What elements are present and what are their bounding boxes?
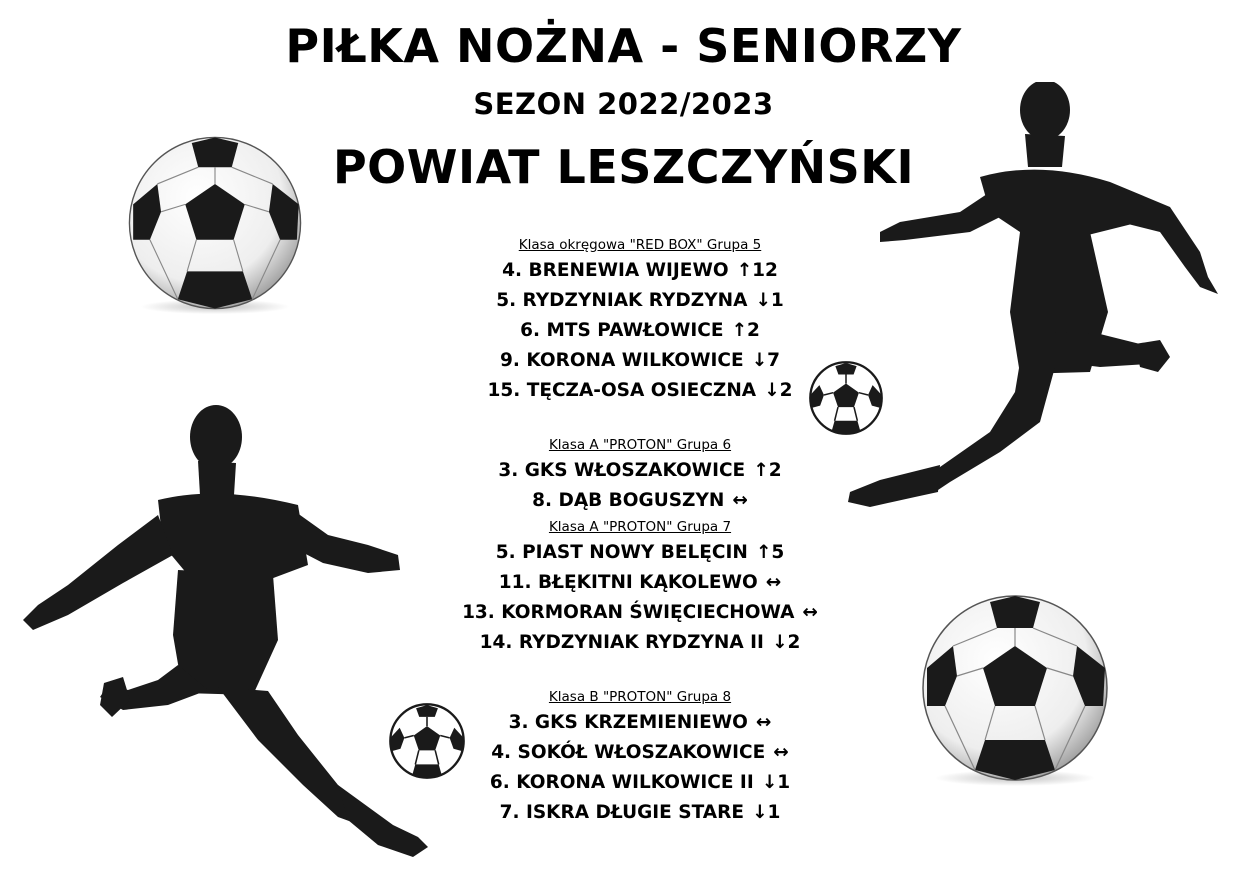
team-name: 3. GKS WŁOSZAKOWICE bbox=[498, 460, 746, 481]
team-row bbox=[320, 346, 960, 376]
team-row bbox=[320, 286, 960, 316]
position-change: 5 bbox=[771, 542, 785, 563]
team-row bbox=[320, 376, 960, 406]
league-label: Klasa B "PROTON" Grupa 8 bbox=[548, 689, 732, 705]
team-row bbox=[320, 486, 960, 516]
team-row bbox=[320, 568, 960, 598]
team-row bbox=[320, 628, 960, 658]
spacer bbox=[320, 658, 960, 682]
arrow-up-icon: ↑ bbox=[753, 460, 769, 481]
standings-list bbox=[320, 230, 960, 828]
position-change: 1 bbox=[770, 290, 784, 311]
arrow-down-icon: ↓ bbox=[764, 380, 780, 401]
arrow-up-icon: ↑ bbox=[731, 320, 747, 341]
team-name: 14. RYDZYNIAK RYDZYNA II bbox=[479, 632, 764, 653]
arrow-left-right-icon: ↔ bbox=[755, 712, 772, 733]
position-change: 2 bbox=[768, 460, 782, 481]
team-name: 6. KORONA WILKOWICE II bbox=[489, 772, 754, 793]
team-name: 4. SOKÓŁ WŁOSZAKOWICE bbox=[491, 742, 766, 763]
team-name: 3. GKS KRZEMIENIEWO bbox=[508, 712, 748, 733]
team-row bbox=[320, 768, 960, 798]
arrow-up-icon: ↑ bbox=[736, 260, 753, 281]
league-label: Klasa A "PROTON" Grupa 7 bbox=[548, 519, 732, 535]
team-name: 7. ISKRA DŁUGIE STARE bbox=[499, 802, 744, 823]
position-change: 1 bbox=[767, 802, 781, 823]
position-change: 2 bbox=[746, 320, 760, 341]
team-name: 5. PIAST NOWY BELĘCIN bbox=[495, 542, 748, 563]
arrow-left-right-icon: ↔ bbox=[765, 572, 782, 593]
position-change: 2 bbox=[779, 380, 793, 401]
team-row bbox=[320, 538, 960, 568]
team-row bbox=[320, 456, 960, 486]
team-row bbox=[320, 316, 960, 346]
arrow-down-icon: ↓ bbox=[761, 772, 778, 793]
team-name: 15. TĘCZA-OSA OSIECZNA bbox=[487, 380, 757, 401]
league-label: Klasa A "PROTON" Grupa 6 bbox=[548, 437, 732, 453]
arrow-down-icon: ↓ bbox=[771, 632, 788, 653]
arrow-down-icon: ↓ bbox=[755, 290, 771, 311]
team-row bbox=[320, 598, 960, 628]
position-change: 7 bbox=[767, 350, 780, 371]
team-name: 8. DĄB BOGUSZYN bbox=[532, 490, 725, 511]
arrow-up-icon: ↑ bbox=[755, 542, 772, 563]
arrow-down-icon: ↓ bbox=[751, 350, 768, 371]
arrow-left-right-icon: ↔ bbox=[773, 742, 789, 763]
region-title: POWIAT LESZCZYŃSKI bbox=[332, 140, 915, 194]
position-change: 12 bbox=[752, 260, 778, 281]
team-row bbox=[320, 708, 960, 738]
team-name: 4. BRENEWIA WIJEWO bbox=[502, 260, 729, 281]
team-row bbox=[320, 738, 960, 768]
team-name: 6. MTS PAWŁOWICE bbox=[520, 320, 724, 341]
league-label: Klasa okręgowa "RED BOX" Grupa 5 bbox=[518, 237, 762, 253]
spacer bbox=[320, 406, 960, 430]
page-title: PIŁKA NOŻNA - SENIORZY bbox=[285, 19, 962, 73]
position-change: 1 bbox=[777, 772, 791, 793]
arrow-left-right-icon: ↔ bbox=[802, 602, 818, 623]
arrow-down-icon: ↓ bbox=[751, 802, 768, 823]
season-subtitle: SEZON 2022/2023 bbox=[473, 87, 774, 121]
team-name: 9. KORONA WILKOWICE bbox=[500, 350, 744, 371]
position-change: 2 bbox=[787, 632, 801, 653]
arrow-left-right-icon: ↔ bbox=[732, 490, 748, 511]
team-row bbox=[320, 798, 960, 828]
team-name: 5. RYDZYNIAK RYDZYNA bbox=[496, 290, 748, 311]
team-name: 13. KORMORAN ŚWIĘCIECHOWA bbox=[462, 602, 795, 623]
team-name: 11. BŁĘKITNI KĄKOLEWO bbox=[498, 572, 758, 593]
team-row bbox=[320, 256, 960, 286]
